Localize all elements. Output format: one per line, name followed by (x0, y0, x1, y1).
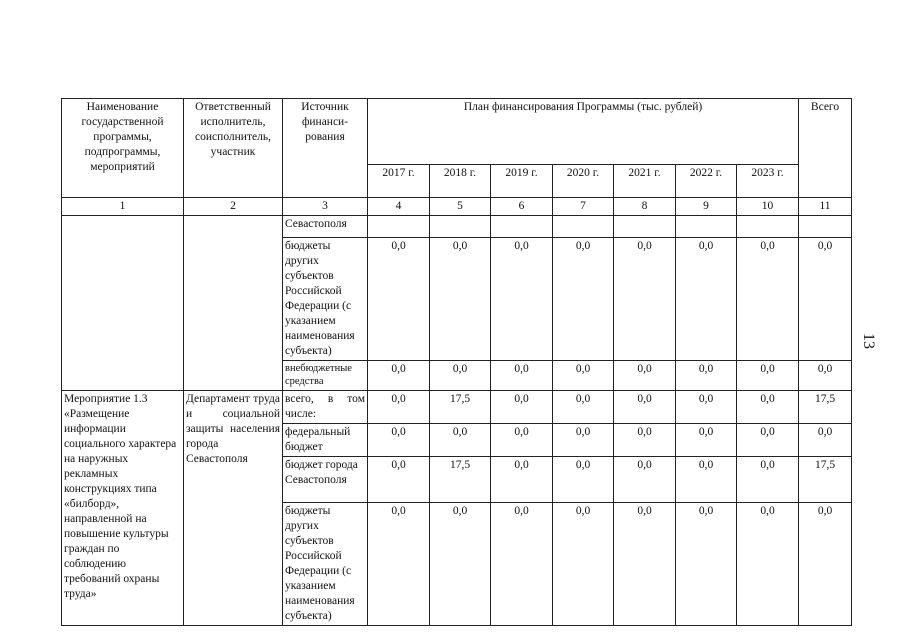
value-cell: 0,0 (368, 424, 430, 457)
value-cell: 0,0 (430, 503, 491, 626)
value-cell: 0,0 (676, 424, 737, 457)
value-cell: 0,0 (553, 361, 614, 391)
value-cell: 0,0 (553, 391, 614, 424)
header-total: Всего (799, 99, 852, 198)
value-cell: 0,0 (614, 457, 676, 503)
value-cell: 0,0 (430, 424, 491, 457)
column-number: 2 (184, 198, 283, 216)
value-cell: 0,0 (553, 503, 614, 626)
value-cell: 0,0 (676, 391, 737, 424)
value-cell: 0,0 (799, 503, 852, 626)
source-cell: всего, в том числе: (283, 391, 368, 424)
header-year: 2019 г. (491, 165, 553, 198)
value-cell: 0,0 (368, 238, 430, 361)
column-number: 6 (491, 198, 553, 216)
value-cell (491, 216, 553, 238)
column-number: 8 (614, 198, 676, 216)
table-row (62, 216, 852, 238)
source-cell: бюджет города Севастополя (283, 457, 368, 503)
value-cell: 0,0 (737, 424, 799, 457)
value-cell: 0,0 (676, 457, 737, 503)
header-responsible: Ответственный исполнитель, соисполнитель, участник (184, 99, 283, 198)
empty-responsible-cell (184, 216, 283, 391)
value-cell: 17,5 (430, 391, 491, 424)
value-cell: 0,0 (430, 361, 491, 391)
header-year: 2022 г. (676, 165, 737, 198)
measure-name: Мероприятие 1.3 «Размещение информации социального характера на наружных рекламных конструкциях типа «билборд», направленной на повышение культуры граждан по соблюдению требований охраны труда» (62, 391, 184, 626)
value-cell: 0,0 (491, 457, 553, 503)
value-cell: 0,0 (799, 424, 852, 457)
header-plan: План финансирования Программы (тыс. рублей) (368, 99, 799, 165)
value-cell: 0,0 (614, 238, 676, 361)
value-cell (553, 216, 614, 238)
value-cell: 17,5 (799, 391, 852, 424)
source-cell: бюджеты других субъектов Российской Федерации (с указанием наименования субъекта) (283, 238, 368, 361)
measure-responsible: Департамент труда и социальной защиты населения города Севастополя (184, 391, 283, 626)
header-row (62, 99, 852, 165)
value-cell: 0,0 (676, 238, 737, 361)
column-numbers-row (62, 198, 852, 216)
value-cell: 0,0 (553, 457, 614, 503)
value-cell: 0,0 (553, 238, 614, 361)
column-number: 9 (676, 198, 737, 216)
source-cell: Севастополя (283, 216, 368, 238)
value-cell: 0,0 (614, 503, 676, 626)
value-cell: 0,0 (368, 361, 430, 391)
header-year: 2021 г. (614, 165, 676, 198)
column-number: 1 (62, 198, 184, 216)
value-cell (799, 216, 852, 238)
value-cell: 0,0 (491, 391, 553, 424)
value-cell: 17,5 (799, 457, 852, 503)
source-cell: бюджеты других субъектов Российской Федерации (с указанием наименования субъекта) (283, 503, 368, 626)
value-cell: 0,0 (368, 457, 430, 503)
value-cell: 0,0 (491, 424, 553, 457)
value-cell: 0,0 (737, 238, 799, 361)
value-cell: 0,0 (491, 238, 553, 361)
column-number: 5 (430, 198, 491, 216)
value-cell: 0,0 (614, 424, 676, 457)
header-year: 2017 г. (368, 165, 430, 198)
source-cell: внебюджетные средства (283, 361, 368, 391)
page-number: 13 (860, 333, 877, 349)
header-year: 2020 г. (553, 165, 614, 198)
value-cell: 0,0 (430, 238, 491, 361)
value-cell: 0,0 (368, 391, 430, 424)
column-number: 3 (283, 198, 368, 216)
value-cell: 0,0 (737, 503, 799, 626)
value-cell: 17,5 (430, 457, 491, 503)
value-cell: 0,0 (614, 361, 676, 391)
value-cell (430, 216, 491, 238)
column-number: 11 (799, 198, 852, 216)
value-cell (368, 216, 430, 238)
value-cell: 0,0 (737, 361, 799, 391)
financing-table (61, 98, 852, 626)
value-cell: 0,0 (676, 503, 737, 626)
value-cell (737, 216, 799, 238)
column-number: 4 (368, 198, 430, 216)
value-cell (676, 216, 737, 238)
header-year: 2023 г. (737, 165, 799, 198)
value-cell: 0,0 (799, 361, 852, 391)
header-name: Наименование государственной программы, подпрограммы, мероприятий (62, 99, 184, 198)
value-cell: 0,0 (737, 457, 799, 503)
value-cell: 0,0 (676, 361, 737, 391)
header-source: Источник финанси-рования (283, 99, 368, 198)
empty-name-cell (62, 216, 184, 391)
column-number: 7 (553, 198, 614, 216)
value-cell: 0,0 (368, 503, 430, 626)
value-cell (614, 216, 676, 238)
value-cell: 0,0 (799, 238, 852, 361)
source-cell: федеральный бюджет (283, 424, 368, 457)
header-year: 2018 г. (430, 165, 491, 198)
column-number: 10 (737, 198, 799, 216)
table-row (62, 391, 852, 424)
value-cell: 0,0 (491, 361, 553, 391)
value-cell: 0,0 (614, 391, 676, 424)
value-cell: 0,0 (553, 424, 614, 457)
value-cell: 0,0 (491, 503, 553, 626)
value-cell: 0,0 (737, 391, 799, 424)
